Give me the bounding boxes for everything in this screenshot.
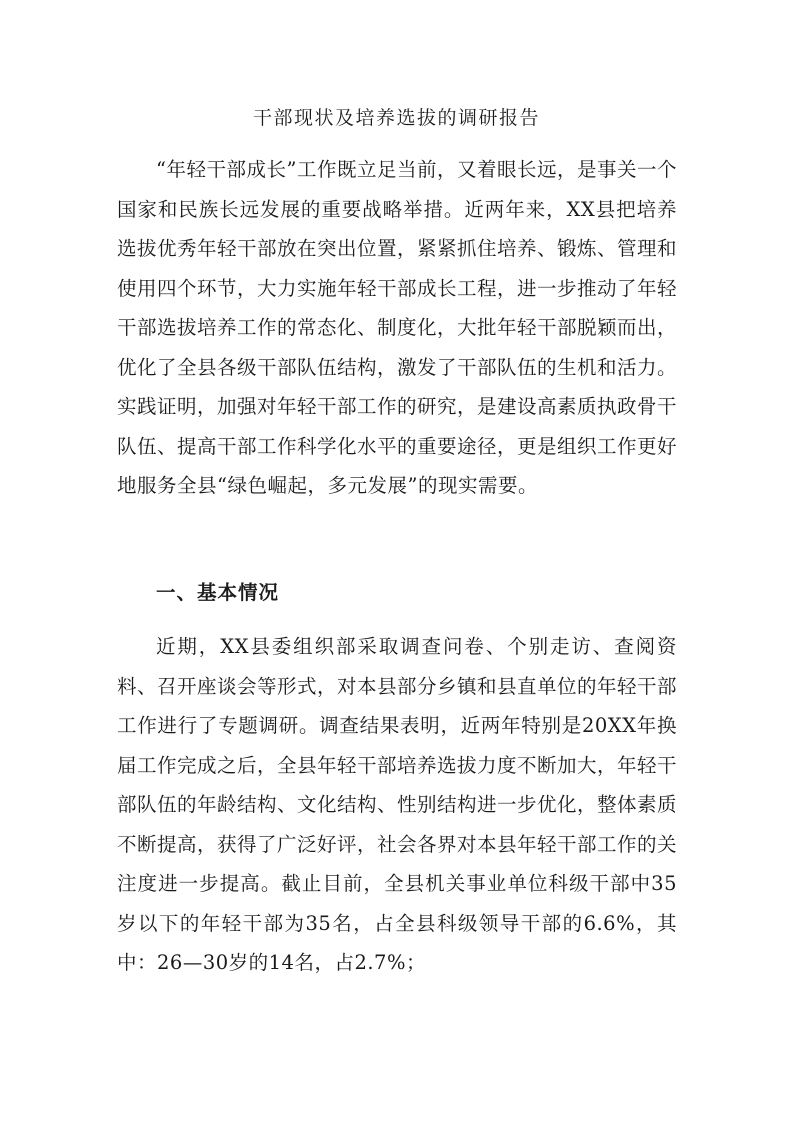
intro-paragraph: “年轻干部成长”工作既立足当前，又着眼长远，是事关一个国家和民族长远发展的重要战略举措。近两年来，XX县把培养选拔优秀年轻干部放在突出位置，紧紧抓住培养、锻炼、管理和使用四个环节，大力实施年轻干部成长工程，进一步推动了年轻干部选拔培养工作的常态化、制度化，大批年轻干部脱颖而出，优化了全县各级干部队伍结构，激发了干部队伍的生机和活力。实践证明，加强对年轻干部工作的研究，是建设高素质执政骨干队伍、提高干部工作科学化水平的重要途径，更是组织工作更好地服务全县“绿色崛起，多元发展”的现实需要。 <box>117 158 678 497</box>
basic-situation-paragraph: 近期，XX县委组织部采取调查问卷、个别走访、查阅资料、召开座谈会等形式，对本县部分乡镇和县直单位的年轻干部工作进行了专题调研。调查结果表明，近两年特别是20XX年换届工作完成之后，全县年轻干部培养选拔力度不断加大，年轻干部队伍的年龄结构、文化结构、性别结构进一步优化，整体素质不断提高，获得了广泛好评，社会各界对本县年轻干部工作的关注度进一步提高。截止目前，全县机关事业单位科级干部中35岁以下的年轻干部为35名，占全县科级领导干部的6.6%，其中：26—30岁的14名，占2.7%； <box>117 635 678 974</box>
document-title: 干部现状及培养选拔的调研报告 <box>252 107 540 129</box>
section-heading: 一、基本情况 <box>156 581 280 604</box>
